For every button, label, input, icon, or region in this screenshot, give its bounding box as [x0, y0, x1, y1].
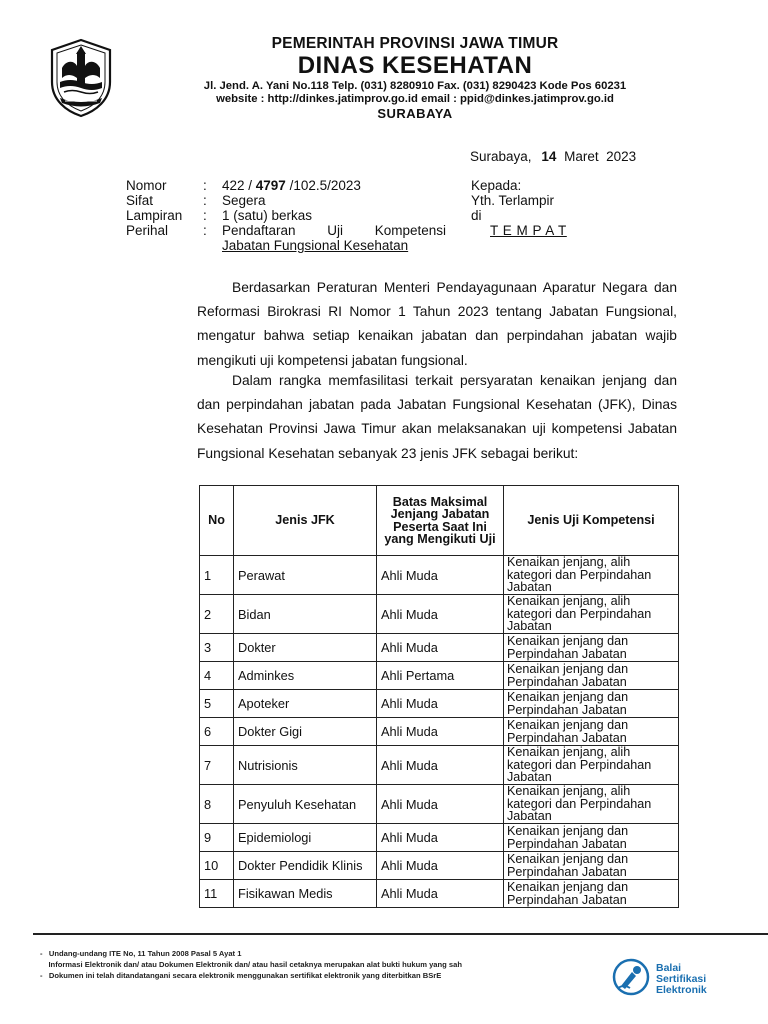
letter-date [470, 149, 636, 164]
table-row [200, 746, 679, 785]
cell-no: 1 [200, 556, 234, 595]
table-row [200, 634, 679, 662]
kop-city: SURABAYA [377, 106, 453, 121]
east-java-coat-of-arms-icon [48, 38, 114, 118]
cell-jenis-uji: Kenaikan jenjang dan Perpindahan Jabatan [504, 634, 679, 662]
cell-batas: Ahli Muda [377, 852, 504, 880]
recipient-tempat: T E M P A T [490, 223, 567, 238]
cell-jenis-jfk: Dokter Gigi [234, 718, 377, 746]
nomor-number: 4797 [255, 178, 286, 193]
bsre-line-2: Sertifikasi [656, 973, 707, 985]
cell-jenis-uji: Kenaikan jenjang dan Perpindahan Jabatan [504, 880, 679, 908]
cell-no: 8 [200, 785, 234, 824]
paragraph-2-text: Dalam rangka memfasilitasi terkait persyaratan kenaikan jenjang dan dan perpindahan jabatan pada Jabatan Fungsional Kesehatan (JFK), Dinas Kesehatan Provinsi Jawa Timur akan melaksanakan uji kompetensi Jabatan Fungsional Kesehatan sebanyak 23 jenis JFK sebagai berikut: [197, 373, 677, 461]
cell-jenis-jfk: Dokter [234, 634, 377, 662]
cell-no: 9 [200, 824, 234, 852]
kop-government: PEMERINTAH PROVINSI JAWA TIMUR [271, 35, 559, 52]
table-row [200, 880, 679, 908]
cell-jenis-jfk: Epidemiologi [234, 824, 377, 852]
cell-jenis-jfk: Bidan [234, 595, 377, 634]
lampiran-label: Lampiran [126, 208, 183, 223]
cell-batas: Ahli Muda [377, 556, 504, 595]
cell-batas: Ahli Muda [377, 634, 504, 662]
bsre-logo-icon [612, 958, 650, 996]
cell-jenis-jfk: Adminkes [234, 662, 377, 690]
sifat-colon: : [203, 193, 207, 208]
cell-batas: Ahli Muda [377, 746, 504, 785]
cell-no: 3 [200, 634, 234, 662]
date-day: 14 [541, 149, 557, 164]
nomor-pre: 422 / [222, 178, 256, 193]
cell-batas: Ahli Muda [377, 718, 504, 746]
cell-no: 11 [200, 880, 234, 908]
jfk-table [199, 485, 679, 908]
nomor-post: /102.5/2023 [285, 178, 361, 193]
footnote-2-text: Informasi Elektronik dan/ atau Dokumen Elektronik dan/ atau hasil cetaknya merupakan alat bukti hukum yang sah [40, 960, 462, 969]
cell-batas: Ahli Muda [377, 785, 504, 824]
nomor-colon: : [203, 178, 207, 193]
nomor-label: Nomor [126, 178, 167, 193]
kepada-label: Kepada: [471, 178, 522, 193]
header-batas-maksimal: Batas Maksimal Jenjang Jabatan Peserta Saat Ini yang Mengikuti Uji [377, 486, 504, 556]
table-row [200, 718, 679, 746]
cell-jenis-uji: Kenaikan jenjang, alih kategori dan Perpindahan Jabatan [504, 556, 679, 595]
cell-batas: Ahli Muda [377, 690, 504, 718]
cell-no: 7 [200, 746, 234, 785]
footer-divider [33, 933, 768, 935]
cell-jenis-uji: Kenaikan jenjang dan Perpindahan Jabatan [504, 718, 679, 746]
cell-jenis-uji: Kenaikan jenjang dan Perpindahan Jabatan [504, 824, 679, 852]
cell-jenis-jfk: Dokter Pendidik Klinis [234, 852, 377, 880]
table-row [200, 690, 679, 718]
table-row [200, 662, 679, 690]
cell-no: 5 [200, 690, 234, 718]
date-place: Surabaya, [470, 149, 532, 164]
cell-jenis-jfk: Nutrisionis [234, 746, 377, 785]
footnote-1-text: - Undang-undang ITE No, 11 Tahun 2008 Pasal 5 Ayat 1 [40, 949, 242, 958]
table-row [200, 824, 679, 852]
lampiran-colon: : [203, 208, 207, 223]
cell-jenis-uji: Kenaikan jenjang dan Perpindahan Jabatan [504, 852, 679, 880]
footnote-3 [40, 971, 441, 980]
header-no: No [200, 486, 234, 556]
perihal-line-1: Pendaftaran Uji Kompetensi [222, 223, 446, 238]
table-row [200, 785, 679, 824]
table-row [200, 852, 679, 880]
date-month-year: Maret 2023 [564, 149, 637, 164]
cell-batas: Ahli Muda [377, 880, 504, 908]
kop-dinas: DINAS KESEHATAN [297, 52, 533, 79]
cell-no: 6 [200, 718, 234, 746]
sifat-value: Segera [222, 193, 266, 208]
kop-website: website : http://dinkes.jatimprov.go.id email : ppid@dinkes.jatimprov.go.id [216, 93, 614, 105]
lampiran-value: 1 (satu) berkas [222, 208, 313, 223]
nomor-value [222, 178, 361, 193]
cell-jenis-uji: Kenaikan jenjang dan Perpindahan Jabatan [504, 690, 679, 718]
sifat-label: Sifat [126, 193, 154, 208]
paragraph-1 [197, 276, 677, 373]
perihal-colon: : [203, 223, 207, 238]
header-jenis-uji: Jenis Uji Kompetensi [504, 486, 679, 556]
cell-no: 4 [200, 662, 234, 690]
kop-address: Jl. Jend. A. Yani No.118 Telp. (031) 8280910 Fax. (031) 8290423 Kode Pos 60231 [203, 80, 627, 92]
footnote-2 [40, 960, 462, 969]
perihal-line-2: Jabatan Fungsional Kesehatan [222, 238, 409, 253]
header-jenis-jfk: Jenis JFK [234, 486, 377, 556]
cell-batas: Ahli Pertama [377, 662, 504, 690]
cell-jenis-jfk: Penyuluh Kesehatan [234, 785, 377, 824]
table-header-row [200, 486, 679, 556]
recipient-di: di [471, 208, 482, 223]
cell-no: 2 [200, 595, 234, 634]
table-row [200, 595, 679, 634]
recipient-yth: Yth. Terlampir [471, 193, 555, 208]
cell-jenis-jfk: Fisikawan Medis [234, 880, 377, 908]
footnote-3-text: - Dokumen ini telah ditandatangani secara elektronik menggunakan sertifikat elektronik yang diterbitkan BSrE [40, 971, 442, 980]
paragraph-2 [197, 369, 677, 466]
cell-jenis-uji: Kenaikan jenjang, alih kategori dan Perpindahan Jabatan [504, 785, 679, 824]
bsre-line-3: Elektronik [656, 984, 707, 996]
bsre-line-1: Balai [656, 962, 682, 974]
perihal-label: Perihal [126, 223, 169, 238]
cell-jenis-uji: Kenaikan jenjang dan Perpindahan Jabatan [504, 662, 679, 690]
cell-batas: Ahli Muda [377, 824, 504, 852]
cell-no: 10 [200, 852, 234, 880]
cell-jenis-jfk: Apoteker [234, 690, 377, 718]
footnote-1 [40, 949, 241, 958]
cell-jenis-uji: Kenaikan jenjang, alih kategori dan Perpindahan Jabatan [504, 746, 679, 785]
cell-jenis-uji: Kenaikan jenjang, alih kategori dan Perpindahan Jabatan [504, 595, 679, 634]
paragraph-1-text: Berdasarkan Peraturan Menteri Pendayagunaan Aparatur Negara dan Reformasi Birokrasi RI Nomor 1 Tahun 2023 tentang Jabatan Fungsional, mengatur bahwa setiap kenaikan jabatan dan perpindahan jabatan wajib mengikuti uji kompetensi jabatan fungsional. [197, 280, 677, 368]
cell-batas: Ahli Muda [377, 595, 504, 634]
cell-jenis-jfk: Perawat [234, 556, 377, 595]
table-row [200, 556, 679, 595]
